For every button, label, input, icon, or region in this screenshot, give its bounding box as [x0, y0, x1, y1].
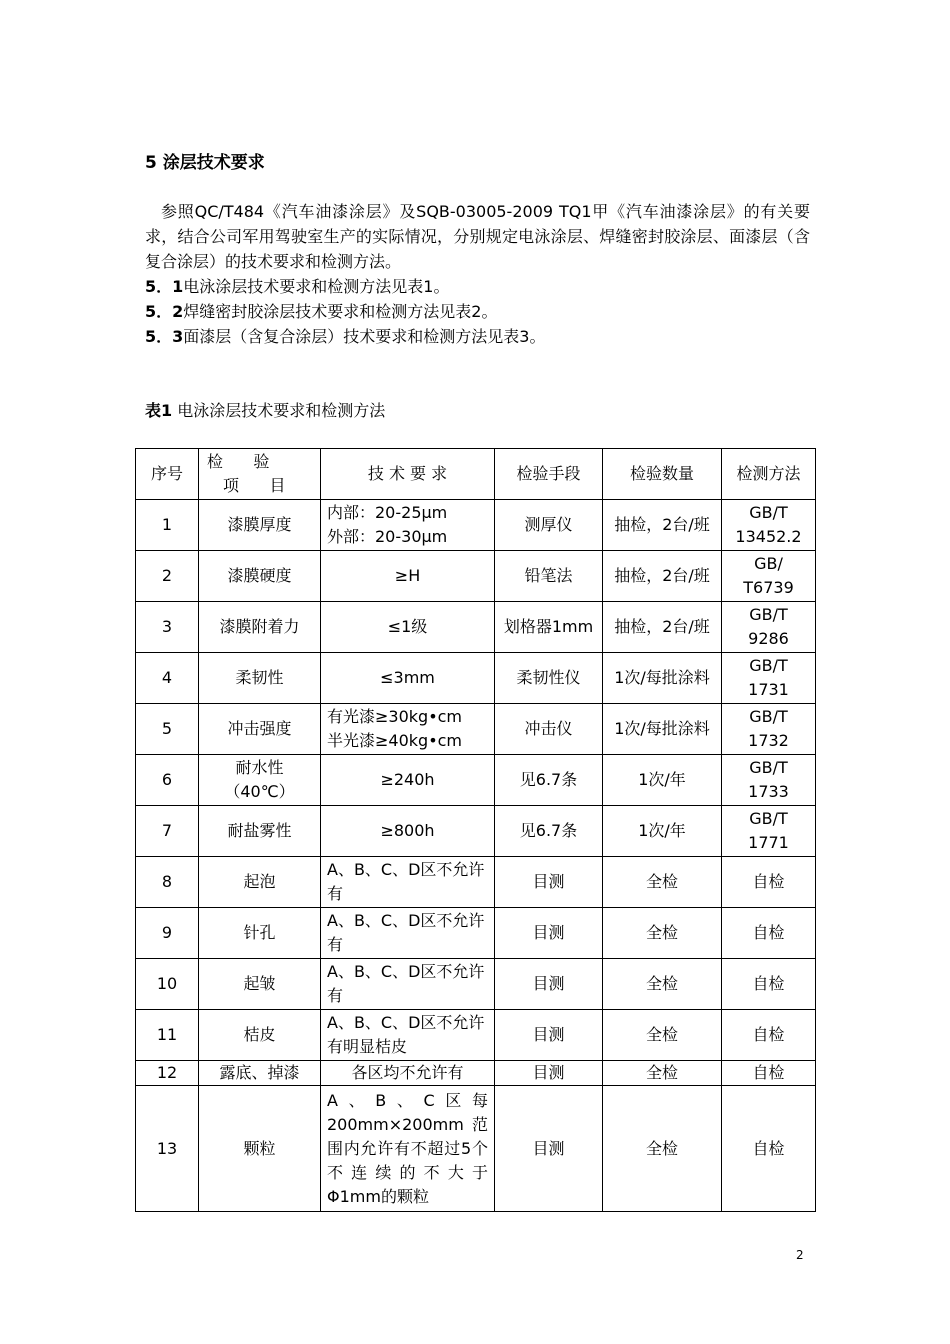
- intro-item-number: 5．3: [145, 327, 184, 346]
- page-number: 2: [796, 1248, 804, 1262]
- cell-method: 自检: [722, 959, 816, 1010]
- intro-item-number: 5．2: [145, 302, 184, 321]
- section-title: 5 涂层技术要求: [145, 153, 265, 173]
- cell-means: 测厚仪: [495, 500, 603, 551]
- cell-method: 自检: [722, 1010, 816, 1061]
- intro-item-1: [145, 274, 810, 299]
- intro-paragraph: 参照QC/T484《汽车油漆涂层》及SQB-03005-2009 TQ1甲《汽车油漆涂层》的有关要求，结合公司军用驾驶室生产的实际情况，分别规定电泳涂层、焊缝密封胶涂层、面漆层（含复合涂层）的技术要求和检测方法。: [145, 202, 810, 271]
- table-row: [136, 959, 816, 1010]
- cell-seq: 13: [136, 1086, 199, 1212]
- cell-means: 目测: [495, 1086, 603, 1212]
- cell-item: 柔韧性: [199, 653, 321, 704]
- cell-quantity: 全检: [603, 1086, 722, 1212]
- cell-means: 目测: [495, 908, 603, 959]
- cell-seq: 6: [136, 755, 199, 806]
- cell-quantity: 1次/年: [603, 806, 722, 857]
- cell-requirement: ≤1级: [321, 602, 495, 653]
- cell-requirement: 各区均不允许有: [321, 1061, 495, 1086]
- cell-quantity: 1次/每批涂料: [603, 704, 722, 755]
- header-seq: 序号: [136, 449, 199, 500]
- cell-item: 露底、掉漆: [199, 1061, 321, 1086]
- cell-item: 耐水性（40℃）: [199, 755, 321, 806]
- cell-item: 起泡: [199, 857, 321, 908]
- cell-method: GB/T 1771: [722, 806, 816, 857]
- cell-seq: 4: [136, 653, 199, 704]
- cell-item: 漆膜硬度: [199, 551, 321, 602]
- cell-quantity: 1次/年: [603, 755, 722, 806]
- cell-item: 漆膜附着力: [199, 602, 321, 653]
- cell-requirement: ≥H: [321, 551, 495, 602]
- cell-item: 颗粒: [199, 1086, 321, 1212]
- cell-quantity: 全检: [603, 1061, 722, 1086]
- table-row: [136, 857, 816, 908]
- header-method: 检测方法: [722, 449, 816, 500]
- table-row: [136, 551, 816, 602]
- cell-seq: 12: [136, 1061, 199, 1086]
- cell-requirement: ≥240h: [321, 755, 495, 806]
- table-row: [136, 755, 816, 806]
- cell-item: 针孔: [199, 908, 321, 959]
- cell-means: 目测: [495, 857, 603, 908]
- intro-item-text: 焊缝密封胶涂层技术要求和检测方法见表2。: [183, 302, 498, 321]
- cell-method: 自检: [722, 1086, 816, 1212]
- cell-seq: 5: [136, 704, 199, 755]
- cell-method: 自检: [722, 908, 816, 959]
- cell-seq: 7: [136, 806, 199, 857]
- table-row: [136, 806, 816, 857]
- table-caption-text: 电泳涂层技术要求和检测方法: [177, 401, 386, 420]
- cell-requirement: 有光漆≥30kg•cm 半光漆≥40kg•cm: [321, 704, 495, 755]
- table-row: [136, 908, 816, 959]
- cell-item: 桔皮: [199, 1010, 321, 1061]
- cell-requirement: ≤3mm: [321, 653, 495, 704]
- intro-item-number: 5．1: [145, 277, 184, 296]
- header-means: 检验手段: [495, 449, 603, 500]
- cell-requirement: A、B、C、D区不允许有明显桔皮: [321, 1010, 495, 1061]
- cell-requirement: A、B、C、D区不允许有: [321, 908, 495, 959]
- cell-means: 冲击仪: [495, 704, 603, 755]
- cell-seq: 11: [136, 1010, 199, 1061]
- cell-quantity: 抽检，2台/班: [603, 602, 722, 653]
- cell-means: 划格器1mm: [495, 602, 603, 653]
- header-item-line1: 检 验: [207, 452, 270, 471]
- intro-item-text: 电泳涂层技术要求和检测方法见表1。: [183, 277, 450, 296]
- cell-seq: 3: [136, 602, 199, 653]
- cell-item: 漆膜厚度: [199, 500, 321, 551]
- cell-method: GB/T 1733: [722, 755, 816, 806]
- header-quantity: 检验数量: [603, 449, 722, 500]
- cell-quantity: 1次/每批涂料: [603, 653, 722, 704]
- cell-seq: 1: [136, 500, 199, 551]
- cell-method: 自检: [722, 1061, 816, 1086]
- header-item-line2: 项 目: [223, 476, 286, 495]
- cell-means: 目测: [495, 1010, 603, 1061]
- cell-method: GB/T 1732: [722, 704, 816, 755]
- table-row: [136, 1061, 816, 1086]
- intro-item-3: [145, 324, 810, 349]
- cell-method: 自检: [722, 857, 816, 908]
- table-caption: [145, 398, 385, 421]
- intro-block: [145, 199, 810, 349]
- requirements-table: [135, 448, 816, 1212]
- cell-requirement: A、B、C、D区不允许有: [321, 959, 495, 1010]
- cell-item: 耐盐雾性: [199, 806, 321, 857]
- header-item: [199, 449, 321, 500]
- cell-means: 见6.7条: [495, 806, 603, 857]
- intro-item-2: [145, 299, 810, 324]
- table-row: [136, 1086, 816, 1212]
- cell-seq: 9: [136, 908, 199, 959]
- cell-item: 冲击强度: [199, 704, 321, 755]
- intro-item-text: 面漆层（含复合涂层）技术要求和检测方法见表3。: [183, 327, 546, 346]
- cell-quantity: 全检: [603, 959, 722, 1010]
- table-header-row: [136, 449, 816, 500]
- cell-method: GB/ T6739: [722, 551, 816, 602]
- cell-requirement: ≥800h: [321, 806, 495, 857]
- table-row: [136, 653, 816, 704]
- table-row: [136, 704, 816, 755]
- cell-means: 铅笔法: [495, 551, 603, 602]
- table-row: [136, 1010, 816, 1061]
- table-row: [136, 500, 816, 551]
- cell-quantity: 全检: [603, 857, 722, 908]
- cell-seq: 10: [136, 959, 199, 1010]
- cell-means: 柔韧性仪: [495, 653, 603, 704]
- cell-requirement: 内部：20-25μm 外部：20-30μm: [321, 500, 495, 551]
- cell-quantity: 全检: [603, 908, 722, 959]
- cell-requirement: A、B、C、D区不允许有: [321, 857, 495, 908]
- table-caption-label: 表1: [145, 401, 173, 420]
- cell-method: GB/T 9286: [722, 602, 816, 653]
- cell-requirement: A、B、C区每200mm×200mm范围内允许有不超过5个不连续的不大于Φ1mm的颗粒: [321, 1086, 495, 1212]
- cell-quantity: 全检: [603, 1010, 722, 1061]
- cell-means: 目测: [495, 1061, 603, 1086]
- cell-seq: 8: [136, 857, 199, 908]
- cell-means: 见6.7条: [495, 755, 603, 806]
- cell-item: 起皱: [199, 959, 321, 1010]
- cell-quantity: 抽检，2台/班: [603, 551, 722, 602]
- cell-method: GB/T 13452.2: [722, 500, 816, 551]
- cell-method: GB/T 1731: [722, 653, 816, 704]
- header-requirement: 技 术 要 求: [321, 449, 495, 500]
- cell-seq: 2: [136, 551, 199, 602]
- table-row: [136, 602, 816, 653]
- cell-means: 目测: [495, 959, 603, 1010]
- cell-quantity: 抽检，2台/班: [603, 500, 722, 551]
